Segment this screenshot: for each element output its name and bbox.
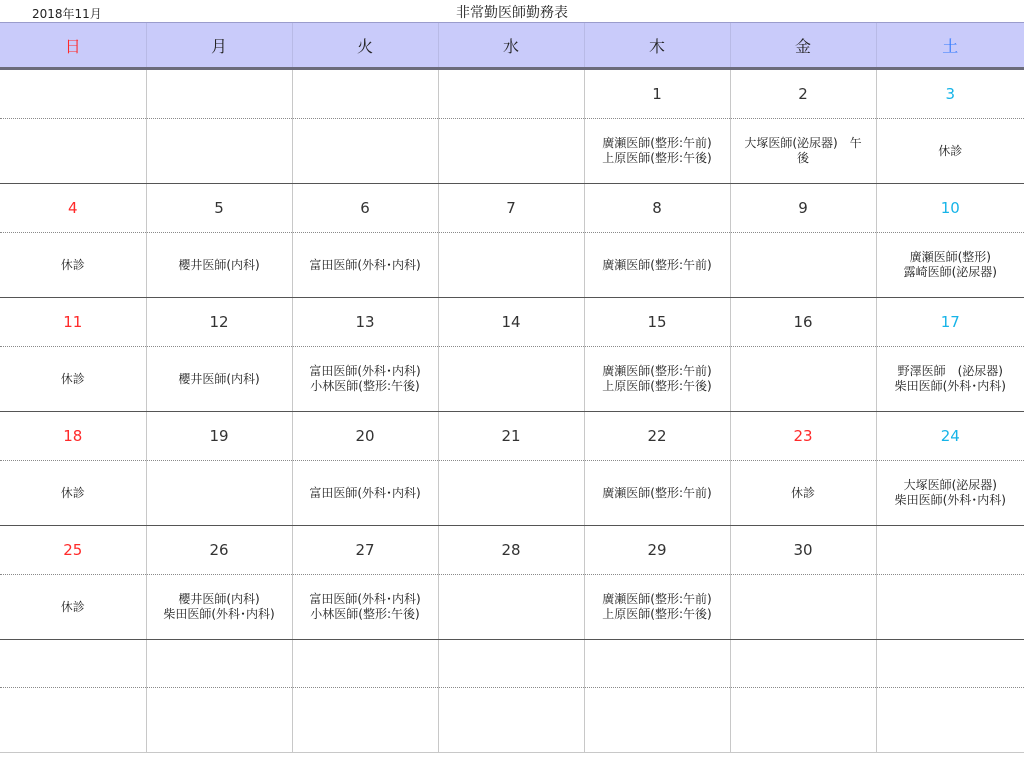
date-cell-thu[interactable]: 29 <box>584 526 730 575</box>
date-cell-thu[interactable]: 15 <box>584 298 730 347</box>
schedule-entry: 休診 <box>60 599 85 614</box>
schedule-cell-sun[interactable] <box>0 461 146 526</box>
date-cell-wed[interactable]: 21 <box>438 412 584 461</box>
date-cell-thu[interactable]: 22 <box>584 412 730 461</box>
schedule-cell-mon[interactable] <box>146 347 292 412</box>
schedule-cell-thu[interactable] <box>584 119 730 184</box>
date-cell-tue[interactable]: 20 <box>292 412 438 461</box>
date-cell-sat[interactable] <box>876 526 1024 575</box>
schedule-entry: 廣瀬医師(整形:午前) <box>602 257 712 272</box>
empty-cell <box>730 688 876 753</box>
weekday-header-sun: 日 <box>0 23 146 69</box>
schedule-entry: 富田医師(外科･内科) <box>309 257 421 272</box>
empty-cell <box>438 640 584 688</box>
schedule-cell-sat[interactable] <box>876 461 1024 526</box>
empty-cell <box>146 688 292 753</box>
date-cell-wed[interactable] <box>438 69 584 119</box>
date-cell-sat[interactable]: 24 <box>876 412 1024 461</box>
date-cell-wed[interactable]: 7 <box>438 184 584 233</box>
weekday-header-tue: 火 <box>292 23 438 69</box>
schedule-entry: 櫻井医師(内科) <box>178 592 260 606</box>
weekday-header-row <box>0 23 1024 69</box>
schedule-entry: 廣瀬医師(整形:午前) <box>602 136 712 150</box>
empty-row <box>0 688 1024 753</box>
schedule-entry: 上原医師(整形:午後) <box>602 151 712 165</box>
date-cell-tue[interactable]: 27 <box>292 526 438 575</box>
date-cell-sun[interactable]: 11 <box>0 298 146 347</box>
date-cell-tue[interactable]: 13 <box>292 298 438 347</box>
date-cell-tue[interactable] <box>292 69 438 119</box>
empty-cell <box>730 640 876 688</box>
schedule-entry: 櫻井医師(内科) <box>178 257 260 272</box>
empty-cell <box>292 640 438 688</box>
schedule-cell-tue[interactable] <box>292 347 438 412</box>
schedule-entry: 大塚医師(泌尿器) 午 <box>744 136 862 150</box>
date-cell-sat[interactable]: 10 <box>876 184 1024 233</box>
schedule-cell-sun[interactable] <box>0 119 146 184</box>
schedule-entry: 休診 <box>938 143 963 158</box>
empty-cell <box>584 688 730 753</box>
empty-row <box>0 640 1024 688</box>
schedule-entry: 富田医師(外科･内科) <box>309 592 421 606</box>
schedule-cell-sun[interactable] <box>0 233 146 298</box>
date-cell-thu[interactable]: 1 <box>584 69 730 119</box>
weekday-header-thu: 木 <box>584 23 730 69</box>
date-cell-fri[interactable]: 2 <box>730 69 876 119</box>
week-date-row <box>0 526 1024 575</box>
date-cell-mon[interactable]: 19 <box>146 412 292 461</box>
date-cell-sun[interactable] <box>0 69 146 119</box>
week-schedule-row <box>0 575 1024 640</box>
schedule-cell-sat[interactable] <box>876 119 1024 184</box>
schedule-entry: 後 <box>796 151 809 165</box>
date-cell-sun[interactable]: 25 <box>0 526 146 575</box>
empty-cell <box>876 640 1024 688</box>
schedule-entry: 休診 <box>60 485 85 500</box>
schedule-cell-mon[interactable] <box>146 119 292 184</box>
schedule-cell-mon[interactable] <box>146 233 292 298</box>
schedule-entry: 野澤医師 (泌尿器) <box>897 364 1003 378</box>
schedule-entry: 柴田医師(外科･内科) <box>894 493 1006 507</box>
schedule-entry: 廣瀬医師(整形) <box>909 250 991 264</box>
empty-cell <box>0 688 146 753</box>
schedule-entry: 廣瀬医師(整形:午前) <box>602 592 712 606</box>
schedule-entry: 上原医師(整形:午後) <box>602 607 712 621</box>
schedule-entry: 櫻井医師(内科) <box>178 371 260 386</box>
week-date-row <box>0 298 1024 347</box>
schedule-cell-mon[interactable] <box>146 461 292 526</box>
schedule-cell-wed[interactable] <box>438 347 584 412</box>
date-cell-sun[interactable]: 4 <box>0 184 146 233</box>
schedule-entry: 小林医師(整形:午後) <box>310 379 420 393</box>
schedule-cell-tue[interactable] <box>292 461 438 526</box>
week-date-row <box>0 184 1024 233</box>
schedule-cell-thu[interactable] <box>584 461 730 526</box>
date-cell-thu[interactable]: 8 <box>584 184 730 233</box>
schedule-cell-sat[interactable] <box>876 575 1024 640</box>
schedule-entry: 露崎医師(泌尿器) <box>903 265 997 279</box>
schedule-entry: 富田医師(外科･内科) <box>309 364 421 378</box>
weekday-header-mon: 月 <box>146 23 292 69</box>
schedule-entry: 廣瀬医師(整形:午前) <box>602 364 712 378</box>
weekday-header-wed: 水 <box>438 23 584 69</box>
schedule-entry: 富田医師(外科･内科) <box>309 485 421 500</box>
schedule-cell-fri[interactable] <box>730 347 876 412</box>
week-date-row <box>0 69 1024 119</box>
calendar-body <box>0 69 1024 753</box>
schedule-cell-wed[interactable] <box>438 119 584 184</box>
date-cell-sat[interactable]: 17 <box>876 298 1024 347</box>
date-cell-sat[interactable]: 3 <box>876 69 1024 119</box>
date-cell-fri[interactable]: 30 <box>730 526 876 575</box>
weekday-header-fri: 金 <box>730 23 876 69</box>
schedule-entry: 柴田医師(外科･内科) <box>894 379 1006 393</box>
schedule-cell-sat[interactable] <box>876 347 1024 412</box>
schedule-entry: 小林医師(整形:午後) <box>310 607 420 621</box>
schedule-entry: 上原医師(整形:午後) <box>602 379 712 393</box>
schedule-cell-thu[interactable] <box>584 233 730 298</box>
schedule-cell-thu[interactable] <box>584 347 730 412</box>
empty-cell <box>146 640 292 688</box>
date-cell-mon[interactable]: 26 <box>146 526 292 575</box>
empty-cell <box>0 640 146 688</box>
schedule-cell-wed[interactable] <box>438 233 584 298</box>
week-schedule-row <box>0 119 1024 184</box>
schedule-entry: 柴田医師(外科･内科) <box>163 607 275 621</box>
schedule-cell-fri[interactable] <box>730 233 876 298</box>
schedule-entry: 大塚医師(泌尿器) <box>903 478 997 492</box>
schedule-entry: 廣瀬医師(整形:午前) <box>602 485 712 500</box>
schedule-entry: 休診 <box>60 371 85 386</box>
schedule-cell-fri[interactable] <box>730 119 876 184</box>
sheet-title: 非常勤医師勤務表 <box>456 5 568 21</box>
page-header <box>0 0 1024 22</box>
schedule-cell-fri[interactable] <box>730 461 876 526</box>
date-cell-wed[interactable]: 14 <box>438 298 584 347</box>
date-cell-mon[interactable]: 12 <box>146 298 292 347</box>
week-schedule-row <box>0 233 1024 298</box>
schedule-cell-sun[interactable] <box>0 347 146 412</box>
week-date-row <box>0 412 1024 461</box>
schedule-cell-wed[interactable] <box>438 461 584 526</box>
week-schedule-row <box>0 461 1024 526</box>
schedule-cell-fri[interactable] <box>730 575 876 640</box>
schedule-cell-mon[interactable] <box>146 575 292 640</box>
empty-cell <box>438 688 584 753</box>
empty-cell <box>876 688 1024 753</box>
schedule-cell-tue[interactable] <box>292 575 438 640</box>
schedule-cell-wed[interactable] <box>438 575 584 640</box>
date-cell-mon[interactable] <box>146 69 292 119</box>
empty-cell <box>584 640 730 688</box>
schedule-cell-sun[interactable] <box>0 575 146 640</box>
schedule-entry: 休診 <box>790 485 815 500</box>
date-cell-fri[interactable]: 9 <box>730 184 876 233</box>
schedule-cell-tue[interactable] <box>292 233 438 298</box>
schedule-cell-thu[interactable] <box>584 575 730 640</box>
date-cell-tue[interactable]: 6 <box>292 184 438 233</box>
date-cell-fri[interactable]: 16 <box>730 298 876 347</box>
week-schedule-row <box>0 347 1024 412</box>
date-cell-sun[interactable]: 18 <box>0 412 146 461</box>
calendar-grid <box>0 22 1024 753</box>
month-label: 2018年11月 <box>32 7 102 21</box>
weekday-header-sat: 土 <box>876 23 1024 69</box>
schedule-cell-sat[interactable] <box>876 233 1024 298</box>
date-cell-wed[interactable]: 28 <box>438 526 584 575</box>
schedule-entry: 休診 <box>60 257 85 272</box>
schedule-cell-tue[interactable] <box>292 119 438 184</box>
date-cell-fri[interactable]: 23 <box>730 412 876 461</box>
empty-cell <box>292 688 438 753</box>
date-cell-mon[interactable]: 5 <box>146 184 292 233</box>
